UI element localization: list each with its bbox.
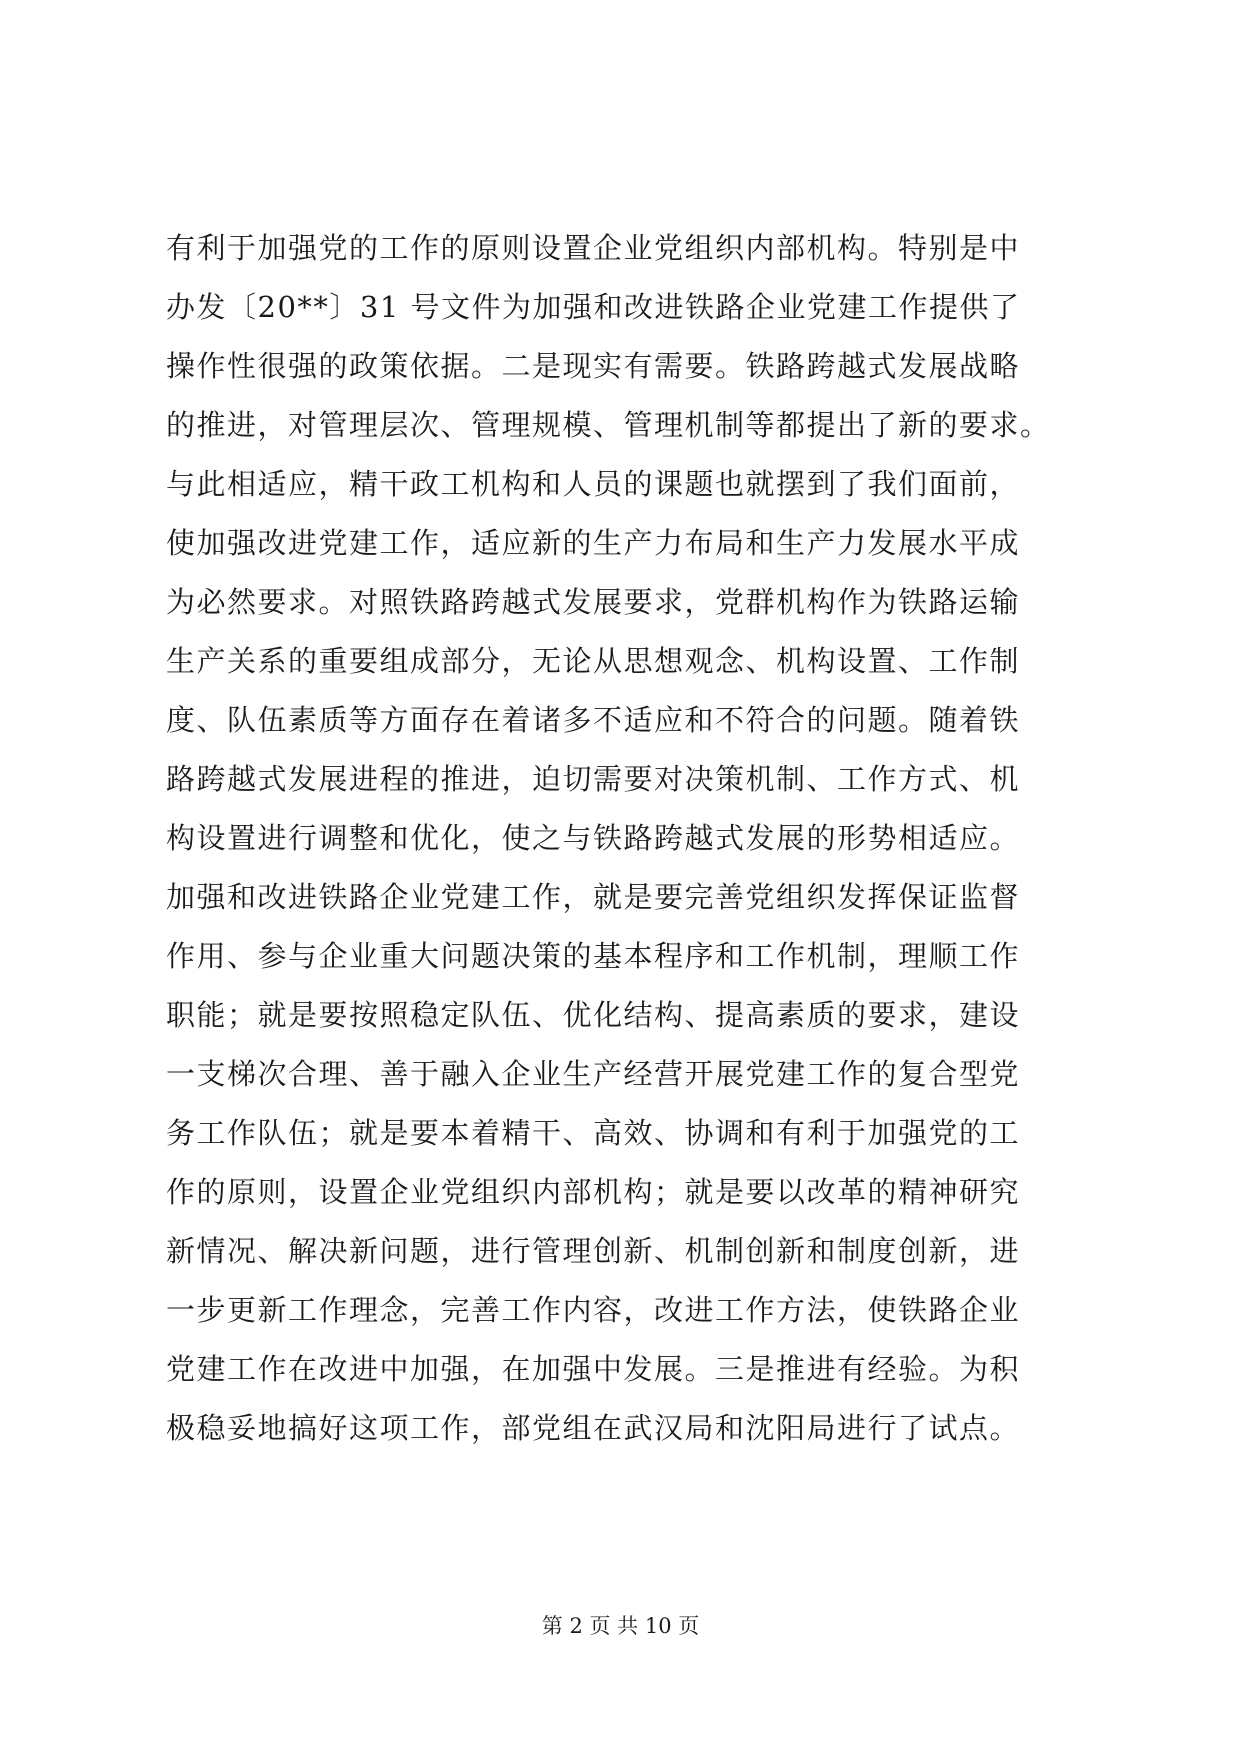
text-line: 作用、参与企业重大问题决策的基本程序和工作机制，理顺工作 [166, 939, 1021, 973]
text-line: 职能；就是要按照稳定队伍、优化结构、提高素质的要求，建设 [166, 998, 1021, 1032]
text-line: 加强和改进铁路企业党建工作，就是要完善党组织发挥保证监督 [166, 880, 1021, 914]
text-line: 的推进，对管理层次、管理规模、管理机制等都提出了新的要求。 [166, 408, 1051, 442]
text-line: 一步更新工作理念，完善工作内容，改进工作方法，使铁路企业 [166, 1293, 1021, 1327]
text-line: 作的原则，设置企业党组织内部机构；就是要以改革的精神研究 [166, 1175, 1021, 1209]
text-line: 与此相适应，精干政工机构和人员的课题也就摆到了我们面前， [166, 467, 1021, 501]
text-line: 路跨越式发展进程的推进，迫切需要对决策机制、工作方式、机 [166, 762, 1021, 796]
text-line: 办发〔20**〕31 号文件为加强和改进铁路企业党建工作提供了 [166, 290, 1021, 324]
text-line: 有利于加强党的工作的原则设置企业党组织内部机构。特别是中 [166, 231, 1021, 265]
text-line: 操作性很强的政策依据。二是现实有需要。铁路跨越式发展战略 [166, 349, 1021, 383]
text-line: 务工作队伍；就是要本着精干、高效、协调和有利于加强党的工 [166, 1116, 1021, 1150]
text-line: 党建工作在改进中加强，在加强中发展。三是推进有经验。为积 [166, 1352, 1021, 1386]
text-line: 构设置进行调整和优化，使之与铁路跨越式发展的形势相适应。 [166, 821, 1021, 855]
text-line: 度、队伍素质等方面存在着诸多不适应和不符合的问题。随着铁 [166, 703, 1021, 737]
text-line: 为必然要求。对照铁路跨越式发展要求，党群机构作为铁路运输 [166, 585, 1021, 619]
text-line: 极稳妥地搞好这项工作，部党组在武汉局和沈阳局进行了试点。 [166, 1411, 1021, 1445]
text-line: 新情况、解决新问题，进行管理创新、机制创新和制度创新，进 [166, 1234, 1021, 1268]
text-line: 一支梯次合理、善于融入企业生产经营开展党建工作的复合型党 [166, 1057, 1021, 1091]
text-line: 使加强改进党建工作，适应新的生产力布局和生产力发展水平成 [166, 526, 1021, 560]
text-line: 生产关系的重要组成部分，无论从思想观念、机构设置、工作制 [166, 644, 1021, 678]
page-footer: 第 2 页 共 10 页 [541, 1614, 700, 1638]
